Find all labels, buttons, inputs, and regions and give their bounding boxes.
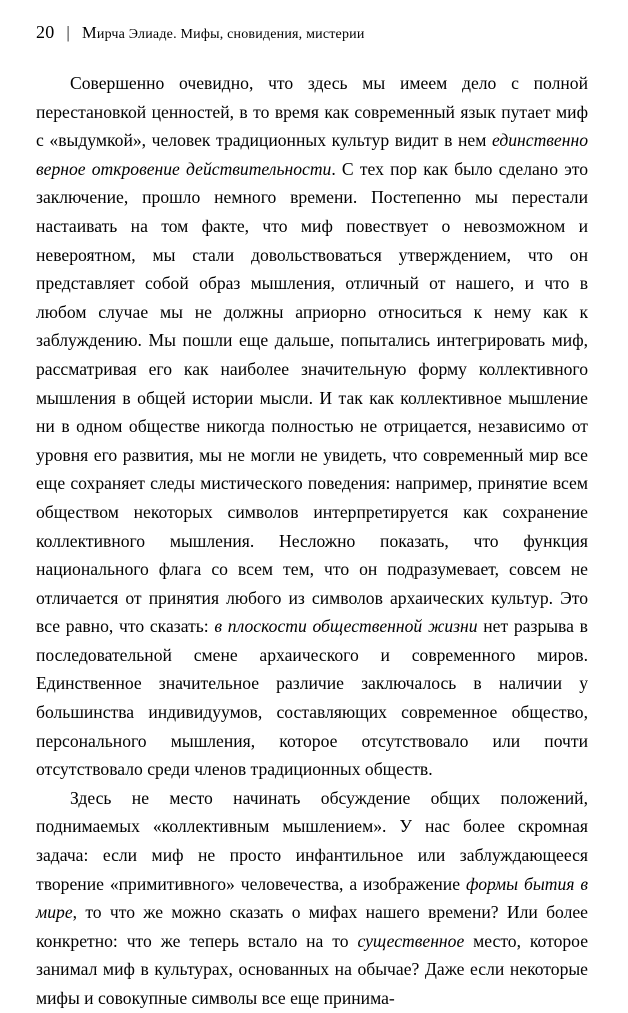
running-title	[82, 23, 365, 43]
emphasis-text: формы бытия в мире	[36, 873, 588, 923]
header-separator: |	[66, 23, 71, 42]
emphasis-text: единственно верное откровение действительности	[36, 130, 588, 179]
text-run: место, которое занимал миф в культурах, основанных на обычае? Даже если некоторые мифы и совокупные символы все еще принима-	[36, 930, 588, 1008]
text-run: нет разрыва в последовательной смене архаического и современного миров. Единственное значительное различие заключалось в наличии у большинства индивидуумов, составляющих современное общество, персонального мышления, которое отсутствовало или почти отсутствовало среди членов традиционных обществ.	[36, 616, 588, 780]
page-number: 20	[36, 22, 55, 42]
emphasis-text: в плоскости общественной жизни	[214, 616, 478, 637]
emphasis-text: существенное	[357, 930, 465, 951]
text-run: , то что же можно сказать о мифах нашего времени? Или более конкретно: что же теперь встало на то	[36, 902, 588, 951]
text-run: . С тех пор как было сделано это заключение, прошло немного времени. Постепенно мы перестали настаивать на том факте, что миф повествует о невозможном и невероятном, мы стали довольствоваться утверждением, что он представляет собой образ мышления, отличный от нашего, и что в любом случае мы не должны априорно относиться к нему как к заблуждению. Мы пошли еще дальше, попытались интегрировать миф, рассматривая его как наиболее значительную форму коллективного мышления в общей истории мысли. И так как коллективное мышление ни в одном обществе никогда полностью не отрицается, независимо от уровня его развития, мы не могли не увидеть, что современный мир все еще сохраняет следы мистического поведения: например, принятие всем обществом некоторых символов интерпретируется как сохранение коллективного мышления. Несложно показать, что функция национального флага со всем тем, что он подразумевает, совсем не отличается от принятия любого из символов архаических культур. Это все равно, что сказать:	[36, 158, 589, 637]
running-title-initial: М	[82, 23, 97, 42]
paragraph-2	[36, 784, 588, 1013]
text-run: Здесь не место начинать обсуждение общих положений, поднимаемых «коллективным мышлением». У нас более скромная задача: если миф не просто инфантильное или заблуждающееся творение «примитивного» человечества, а изображение	[36, 787, 588, 894]
paragraph-1	[36, 69, 588, 784]
body-text	[36, 69, 588, 1013]
running-title-rest: ирча Элиаде. Мифы, сновидения, мистерии	[96, 27, 365, 42]
page-header	[36, 22, 588, 43]
text-run: Совершенно очевидно, что здесь мы имеем дело с полной перестановкой ценностей, в то время как современный язык путает миф с «выдумкой», человек традиционных культур видит в нем	[36, 73, 588, 151]
